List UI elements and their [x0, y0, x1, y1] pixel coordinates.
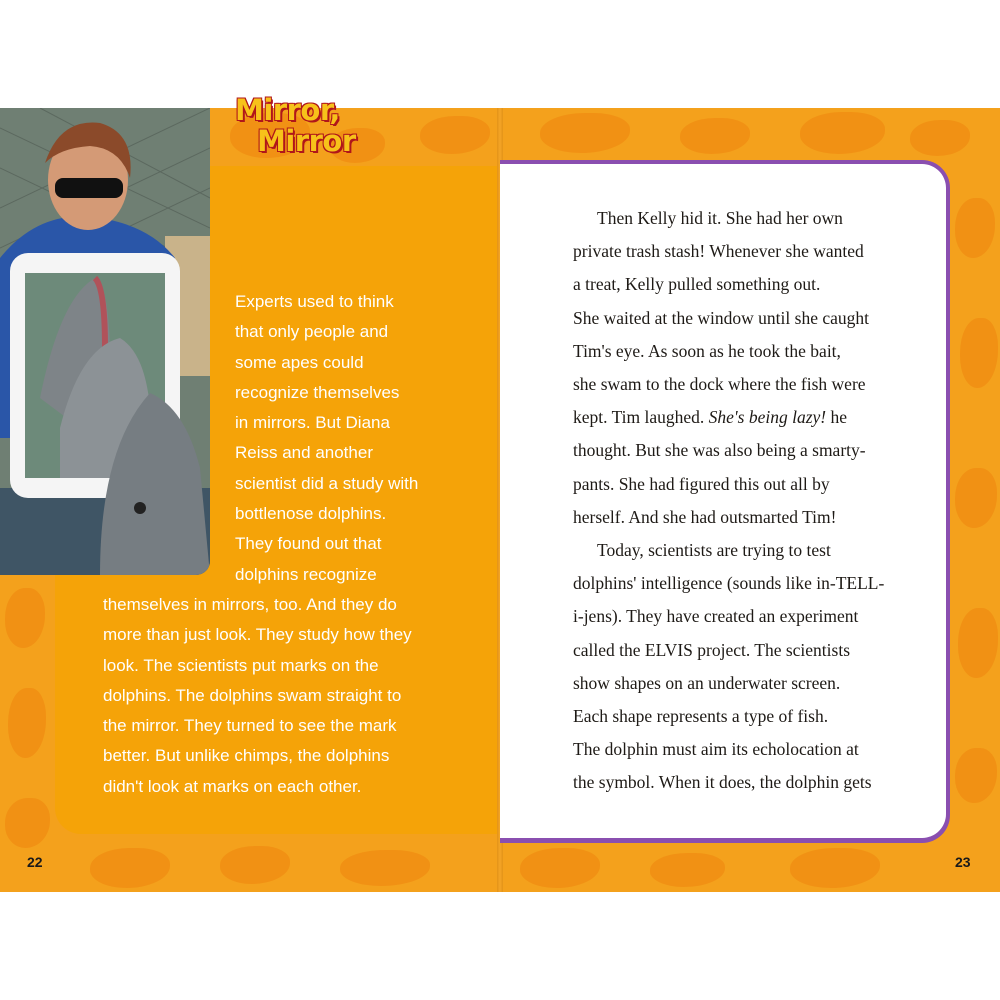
body-line: the symbol. When it does, the dolphin gets: [573, 772, 872, 793]
page-number-left: 22: [27, 854, 43, 870]
body-line: Each shape represents a type of fish.: [573, 706, 829, 727]
sidebar-line: bottlenose dolphins.: [235, 504, 387, 524]
sidebar-line: didn't look at marks on each other.: [103, 776, 362, 796]
sidebar-line: dolphins. The dolphins swam straight to: [103, 685, 402, 705]
sidebar-line: Experts used to think: [235, 292, 394, 311]
body-line: dolphins' intelligence (sounds like in-TELL-: [573, 573, 885, 594]
body-line: She waited at the window until she caught: [573, 307, 869, 328]
sidebar-line: They found out that: [235, 534, 382, 554]
body-segment: he: [830, 407, 848, 428]
body-line: private trash stash! Whenever she wanted: [573, 241, 864, 262]
sidebar-line: recognize themselves: [235, 382, 400, 402]
body-line: she swam to the dock where the fish were: [573, 374, 866, 395]
body-line: pants. She had figured this out all by: [573, 473, 830, 494]
body-line: a treat, Kelly pulled something out.: [573, 274, 821, 295]
body-line: The dolphin must aim its echolocation at: [573, 739, 859, 760]
sidebar-line: look. The scientists put marks on the: [103, 655, 379, 675]
sidebar-line: the mirror. They turned to see the mark: [103, 716, 397, 736]
page-number-right: 23: [955, 854, 971, 870]
body-line: Today, scientists are trying to test: [597, 540, 831, 561]
sidebar-line: scientist did a study with: [235, 473, 419, 493]
sidebar-heading: [235, 95, 356, 157]
sidebar-line: better. But unlike chimps, the dolphins: [103, 746, 390, 766]
sidebar-line: more than just look. They study how they: [103, 625, 412, 645]
sidebar-paragraph-bottom: [103, 590, 412, 802]
sidebar-line: some apes could: [235, 352, 364, 372]
heading-line-1: Mirror,: [235, 93, 340, 127]
sidebar-line: themselves in mirrors, too. And they do: [103, 595, 397, 614]
body-line: called the ELVIS project. The scientists: [573, 639, 851, 660]
sidebar-line: Reiss and another: [235, 443, 373, 463]
body-line: Tim's eye. As soon as he took the bait,: [573, 340, 841, 361]
body-line: show shapes on an underwater screen.: [573, 672, 841, 693]
body-text: [573, 202, 884, 800]
dolphin-mirror-photo: [0, 108, 210, 575]
sidebar-line: in mirrors. But Diana: [235, 413, 390, 433]
body-line: Then Kelly hid it. She had her own: [597, 208, 843, 228]
sidebar-line: dolphins recognize: [235, 564, 377, 584]
body-segment: kept. Tim laughed.: [573, 407, 705, 428]
body-line: [573, 401, 884, 434]
italic-thought: She's being lazy!: [708, 407, 827, 428]
body-line: herself. And she had outsmarted Tim!: [573, 506, 837, 527]
sidebar-paragraph-top: [235, 287, 418, 590]
body-line: thought. But she was also being a smarty-: [573, 440, 866, 461]
sidebar-line: that only people and: [235, 322, 389, 342]
body-line: i-jens). They have created an experiment: [573, 606, 859, 627]
heading-line-2: Mirror: [257, 124, 356, 158]
